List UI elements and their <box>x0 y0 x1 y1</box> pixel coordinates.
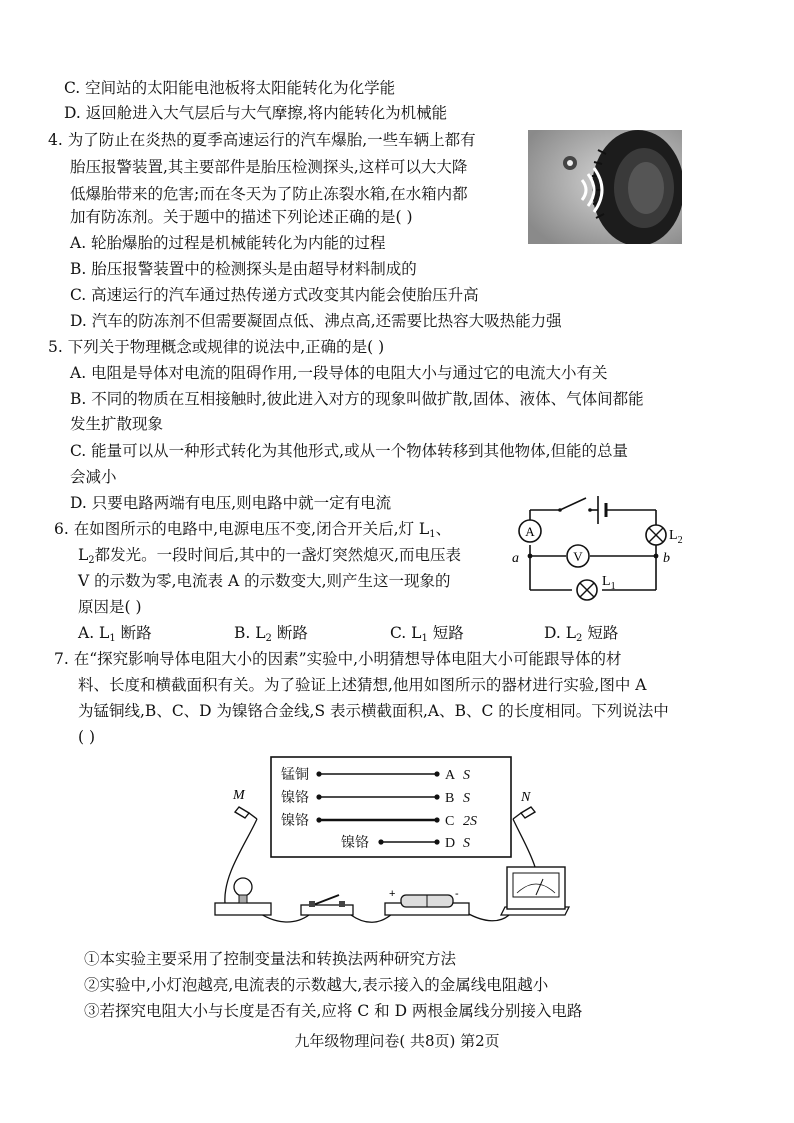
circuit-diagram <box>506 490 706 615</box>
q7-stem-line-1: 7. 在“探究影响导体电阻大小的因素”实验中,小明猜想导体电阻大小可能跟导体的材 <box>54 650 622 668</box>
q3-option-d: D. 返回舱进入大气层后与大气摩擦,将内能转化为机械能 <box>64 104 448 122</box>
wire-c-letter: C <box>445 814 455 829</box>
wire-a-material: 锰铜 <box>281 768 309 783</box>
alligator-clip-n-icon <box>513 807 535 819</box>
q6-stem-line-3: V 的示数为零,电流表 A 的示数变大,则产生这一现象的 <box>78 572 451 590</box>
clip-n-label: N <box>521 790 531 805</box>
q7-stem-line-3: 为锰铜线,B、C、D 为镍铬合金线,S 表示横截面积,A、B、C 的长度相同。下列说法中 <box>78 702 669 720</box>
ammeter-label: A <box>525 524 535 539</box>
q5-option-b-line-1: B. 不同的物质在互相接触时,彼此进入对方的现象叫做扩散,固体、液体、气体间都能 <box>70 390 644 408</box>
switch-icon <box>301 895 353 915</box>
q4-stem-line-3: 低爆胎带来的危害;而在冬天为了防止冻裂水箱,在水箱内都 <box>70 185 468 203</box>
battery-minus-label: - <box>455 888 459 900</box>
q5-option-b-line-2: 发生扩散现象 <box>70 415 164 433</box>
resistance-experiment-figure <box>205 755 585 935</box>
statement-1: ①本实验主要采用了控制变量法和转换法两种研究方法 <box>84 950 457 968</box>
statement-2: ②实验中,小灯泡越亮,电流表的示数越大,表示接入的金属线电阻越小 <box>84 976 549 994</box>
q5-option-a: A. 电阻是导体对电流的阻碍作用,一段导体的电阻大小与通过它的电流大小有关 <box>70 364 608 382</box>
q6-stem-line-1: 6. 在如图所示的电路中,电源电压不变,闭合开关后,灯 $L_1$、 <box>54 520 452 540</box>
wire-a-area: S <box>463 768 470 783</box>
q4-option-d: D. 汽车的防冻剂不但需要凝固点低、沸点高,还需要比热容大吸热能力强 <box>70 312 562 330</box>
q4-stem-line-1: 4. 为了防止在炎热的夏季高速运行的汽车爆胎,一些车辆上都有 <box>48 131 476 149</box>
wire-b-material: 镍铬 <box>281 791 309 806</box>
q6-stem-line-4: 原因是( ) <box>78 598 142 616</box>
q5-option-c-line-2: 会减小 <box>70 468 117 486</box>
wire-c-area: 2S <box>463 814 477 829</box>
voltmeter-label: V <box>573 549 583 564</box>
wire-d-material: 镍铬 <box>341 836 369 851</box>
q4-stem-line-2: 胎压报警装置,其主要部件是胎压检测探头,这样可以大大降 <box>70 158 468 176</box>
wire-b-area: S <box>463 791 470 806</box>
q7-stem-line-2: 料、长度和横截面积有关。为了验证上述猜想,他用如图所示的器材进行实验,图中 A <box>78 676 647 694</box>
lamp-l2-label: $L_2$ <box>669 528 683 546</box>
ammeter-device-icon <box>501 867 569 915</box>
q6-stem-line-2: $L_2$都发光。一段时间后,其中的一盏灯突然熄灭,而电压表 <box>78 546 462 566</box>
wire-d-area: S <box>463 836 470 851</box>
light-bulb-icon <box>215 878 271 915</box>
alligator-clip-m-icon <box>235 807 257 819</box>
q3-option-c: C. 空间站的太阳能电池板将太阳能转化为化学能 <box>64 79 396 97</box>
page-footer: 九年级物理问卷( 共8页) 第2页 <box>294 1032 500 1050</box>
wire-b-letter: B <box>445 791 455 806</box>
q5-option-d: D. 只要电路两端有电压,则电路中就一定有电流 <box>70 494 392 512</box>
q6-option-b: B. $L_2$ 断路 <box>234 624 308 644</box>
q5-option-c-line-1: C. 能量可以从一种形式转化为其他形式,或从一个物体转移到其他物体,但能的总量 <box>70 442 629 460</box>
tire-pressure-photo <box>528 130 682 244</box>
lamp-l1-label: $L_1$ <box>602 574 616 592</box>
q4-option-c: C. 高速运行的汽车通过热传递方式改变其内能会使胎压升高 <box>70 286 479 304</box>
wire-c-material: 镍铬 <box>281 814 309 829</box>
battery-plus-label: + <box>389 888 396 900</box>
q4-option-a: A. 轮胎爆胎的过程是机械能转化为内能的过程 <box>70 234 386 252</box>
wire-a-letter: A <box>445 768 456 783</box>
node-b-label: b <box>663 551 670 566</box>
wire-d-letter: D <box>445 836 456 851</box>
statement-3: ③若探究电阻大小与长度是否有关,应将 C 和 D 两根金属线分别接入电路 <box>84 1002 583 1020</box>
q6-option-c: C. $L_1$ 短路 <box>390 624 464 644</box>
q4-stem-line-4: 加有防冻剂。关于题中的描述下列论述正确的是( ) <box>70 208 413 226</box>
q6-option-a: A. $L_1$ 断路 <box>78 624 152 644</box>
q6-option-d: D. $L_2$ 短路 <box>544 624 619 644</box>
lamp-l2-icon <box>646 525 666 545</box>
q7-stem-line-4: ( ) <box>78 728 96 746</box>
lamp-l1-icon <box>577 580 597 600</box>
node-a-label: a <box>512 551 519 566</box>
clip-m-label: M <box>233 788 245 803</box>
q5-stem: 5. 下列关于物理概念或规律的说法中,正确的是( ) <box>48 338 385 356</box>
q4-option-b: B. 胎压报警装置中的检测探头是由超导材料制成的 <box>70 260 417 278</box>
